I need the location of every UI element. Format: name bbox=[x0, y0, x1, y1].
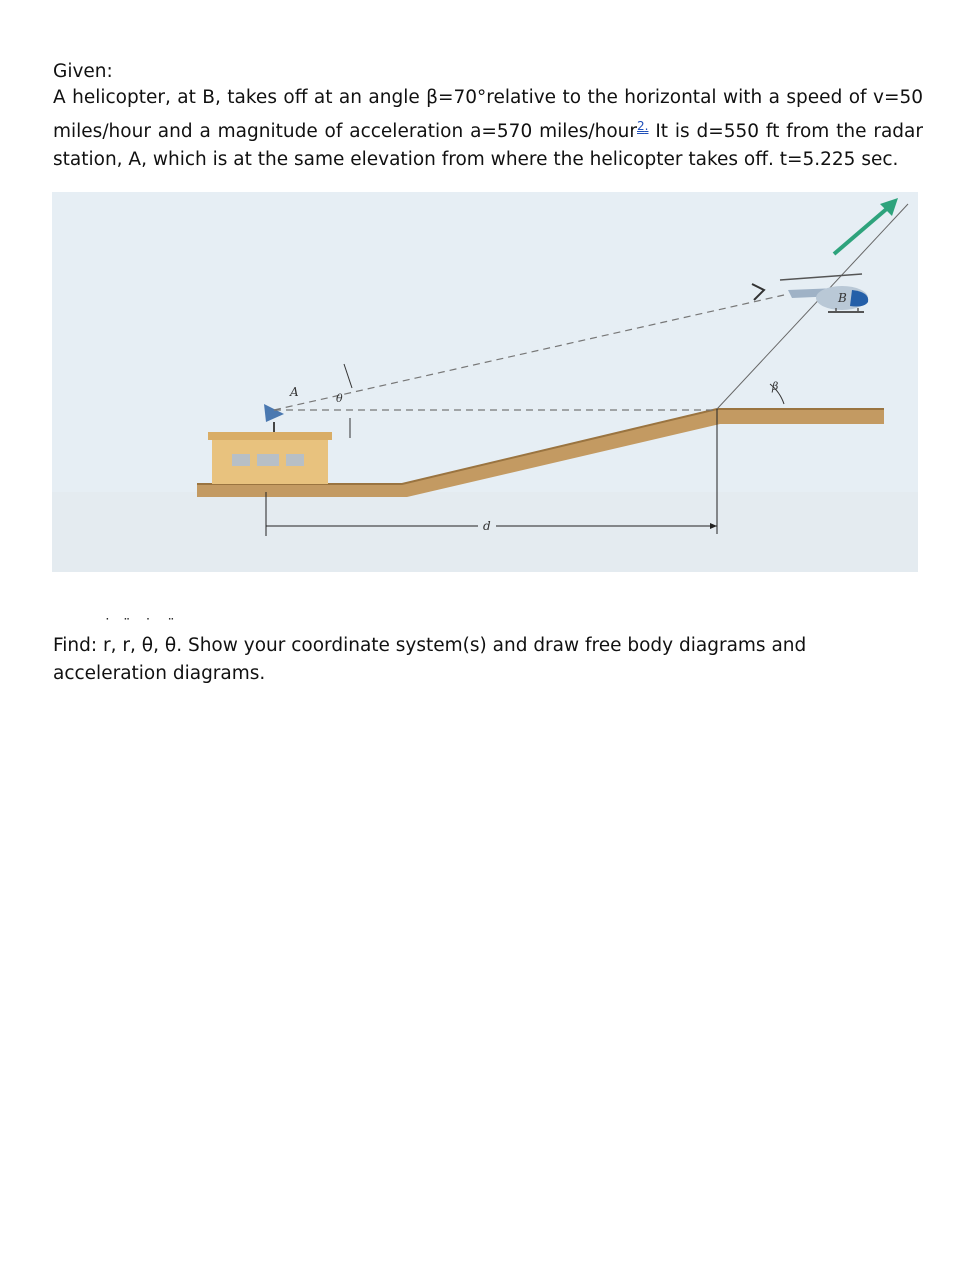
theta-ddot-symbol: ¨ θ bbox=[164, 617, 177, 656]
label-theta: θ bbox=[336, 392, 343, 405]
building-window-2 bbox=[257, 454, 279, 466]
problem-statement bbox=[53, 84, 923, 174]
find-suffix: . Show your coordinate system(s) and draw free body diagrams and acceleration diagrams. bbox=[53, 635, 807, 684]
label-a: A bbox=[290, 385, 299, 399]
superscript-two[interactable]: 2 bbox=[637, 119, 645, 133]
find-prefix: Find: bbox=[53, 635, 104, 656]
building-roof bbox=[208, 432, 332, 440]
problem-text-rest: It is d=550 ft from the radar station, A, which is at the same elevation from where the helicopter takes off. t=5.225 sec. bbox=[53, 121, 923, 171]
building-window-3 bbox=[286, 454, 304, 466]
theta-dot-symbol: ˙ θ bbox=[141, 617, 154, 656]
r-ddot-symbol: ¨ r bbox=[122, 617, 131, 656]
find-statement: Find: ˙ r, ¨ r, ˙ θ, ¨ θ. Show your coordinate system(s) and draw free body diagrams and acceleration diagrams. bbox=[53, 617, 807, 684]
figure-svg bbox=[52, 192, 918, 572]
given-heading: Given: bbox=[53, 61, 113, 82]
superscript-mark[interactable]: . bbox=[644, 119, 649, 133]
helicopter-radar-figure bbox=[52, 192, 918, 572]
r-dot-symbol: ˙ r bbox=[103, 617, 111, 656]
label-beta: β bbox=[772, 380, 779, 393]
label-d: d bbox=[483, 519, 491, 533]
problem-text-main: A helicopter, at B, takes off at an angle β=70°relative to the horizontal with a speed of v=50 miles/hour and a magnitude of acceleration a=570 miles/hour bbox=[53, 87, 923, 143]
building-window-1 bbox=[232, 454, 250, 466]
label-b: B bbox=[838, 291, 847, 305]
